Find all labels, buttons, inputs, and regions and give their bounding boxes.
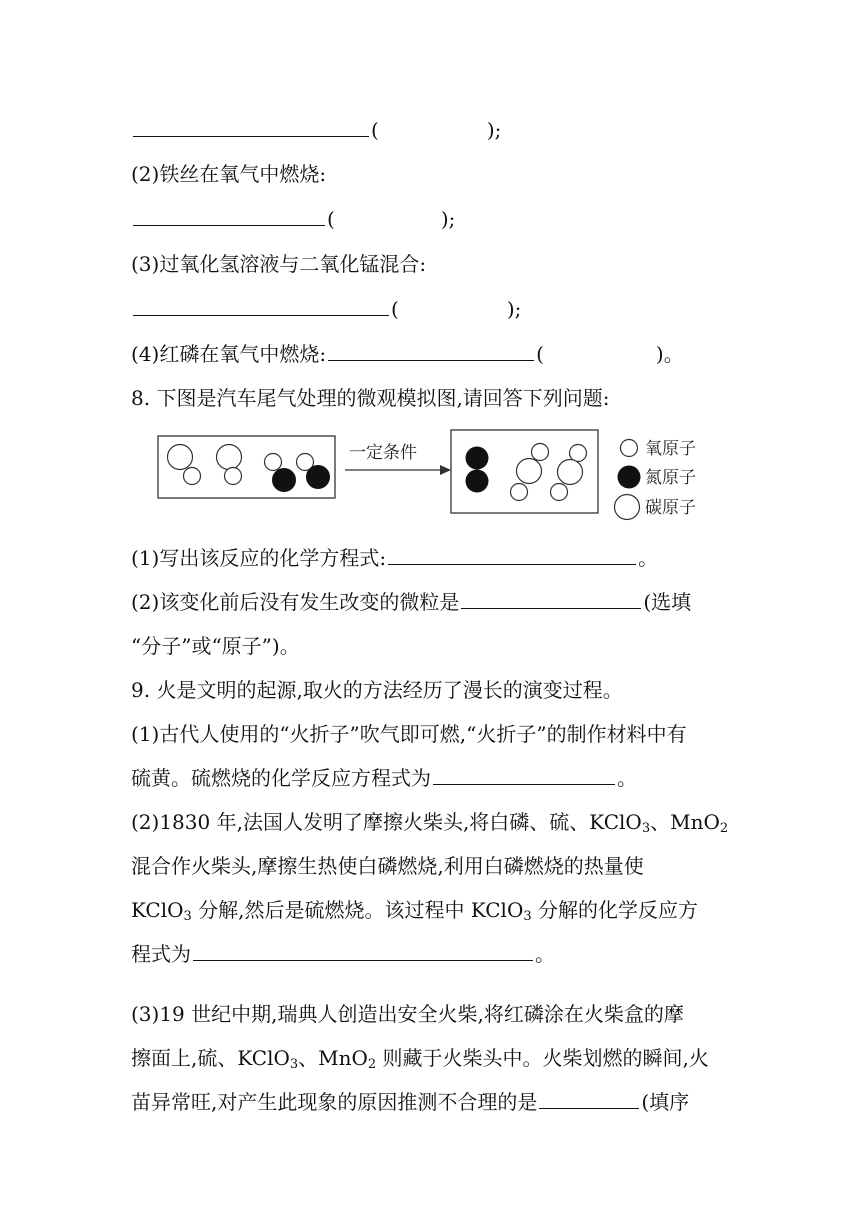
q8-part-2: (2)该变化前后没有发生改变的微粒是 (选填 (131, 590, 692, 614)
nitrogen-atom (307, 466, 330, 489)
reaction-diagram (155, 425, 715, 525)
arrow-head (440, 465, 451, 475)
q9-part-3-line-2: 擦面上,硫、KClO$_3$、MnO$_2$ 则藏于火柴头中。火柴划燃的瞬间,火 (131, 1046, 709, 1072)
legend-oxygen-label: 氧原子 (645, 439, 696, 458)
q9-part-1-line-2: 硫黄。硫燃烧的化学反应方程式为 。 (131, 766, 637, 790)
oxygen-atom (265, 454, 282, 471)
oxygen-atom (168, 445, 193, 470)
q7-answer-line-1: ( ); (131, 116, 501, 144)
q9-part-2-line-4: 程式为 。 (131, 942, 555, 966)
oxygen-atom (532, 444, 549, 461)
nitrogen-atom (273, 469, 296, 492)
legend-carbon-label: 碳原子 (645, 498, 696, 517)
q9-part-2-line-2: 混合作火柴头,摩擦生热使白磷燃烧,利用白磷燃烧的热量使 (131, 854, 644, 878)
oxygen-atom (511, 484, 528, 501)
answer-blank[interactable] (461, 588, 641, 609)
q9-stem: 9. 火是文明的起源,取火的方法经历了漫长的演变过程。 (131, 678, 623, 702)
answer-blank[interactable] (193, 940, 533, 961)
answer-blank[interactable] (388, 544, 636, 565)
q9-part-2-line-1: (2)1830 年,法国人发明了摩擦火柴头,将白磷、硫、KClO$_3$、MnO$_2$ (131, 810, 729, 836)
q7-answer-line-3: ( ); (131, 295, 521, 323)
nitrogen-atom (466, 447, 489, 470)
carbon-atom (558, 460, 583, 485)
q9-part-3-line-3: 苗异常旺,对产生此现象的原因推测不合理的是 (填序 (131, 1090, 690, 1114)
answer-blank[interactable] (133, 205, 325, 226)
legend-oxygen-icon (621, 440, 638, 457)
q9-part-3-line-1: (3)19 世纪中期,瑞典人创造出安全火柴,将红磷涂在火柴盒的摩 (131, 1002, 684, 1026)
q9-part-2-line-3: KClO$_3$ 分解,然后是硫燃烧。该过程中 KClO$_3$ 分解的化学反应方 (131, 898, 698, 924)
q7-answer-line-2: ( ); (131, 205, 455, 233)
oxygen-atom (184, 468, 201, 485)
arrow-label: 一定条件 (349, 443, 417, 462)
answer-blank[interactable] (133, 295, 389, 316)
nitrogen-atom (466, 470, 489, 493)
answer-blank[interactable] (328, 340, 534, 361)
oxygen-atom (225, 468, 242, 485)
legend-nitrogen-icon (618, 466, 641, 489)
q7-part-3-label: (3)过氧化氢溶液与二氧化锰混合: (131, 252, 427, 276)
oxygen-atom (551, 484, 568, 501)
oxygen-atom (570, 445, 587, 462)
q8-stem: 8. 下图是汽车尾气处理的微观模拟图,请回答下列问题: (131, 386, 610, 410)
q7-part-2-label: (2)铁丝在氧气中燃烧: (131, 162, 327, 186)
legend-carbon-icon (615, 495, 640, 520)
q9-part-1-line-1: (1)古代人使用的“火折子”吹气即可燃,“火折子”的制作材料中有 (131, 722, 687, 746)
answer-blank[interactable] (539, 1088, 639, 1109)
legend-nitrogen-label: 氮原子 (645, 468, 696, 487)
carbon-atom (517, 459, 542, 484)
answer-blank[interactable] (133, 116, 369, 137)
carbon-atom (217, 445, 242, 470)
q8-part-1: (1)写出该反应的化学方程式: 。 (131, 546, 659, 570)
q8-part-2-cont: “分子”或“原子”)。 (131, 634, 300, 658)
answer-blank[interactable] (433, 764, 615, 785)
q7-part-4: (4)红磷在氧气中燃烧: ( )。 (131, 342, 684, 366)
